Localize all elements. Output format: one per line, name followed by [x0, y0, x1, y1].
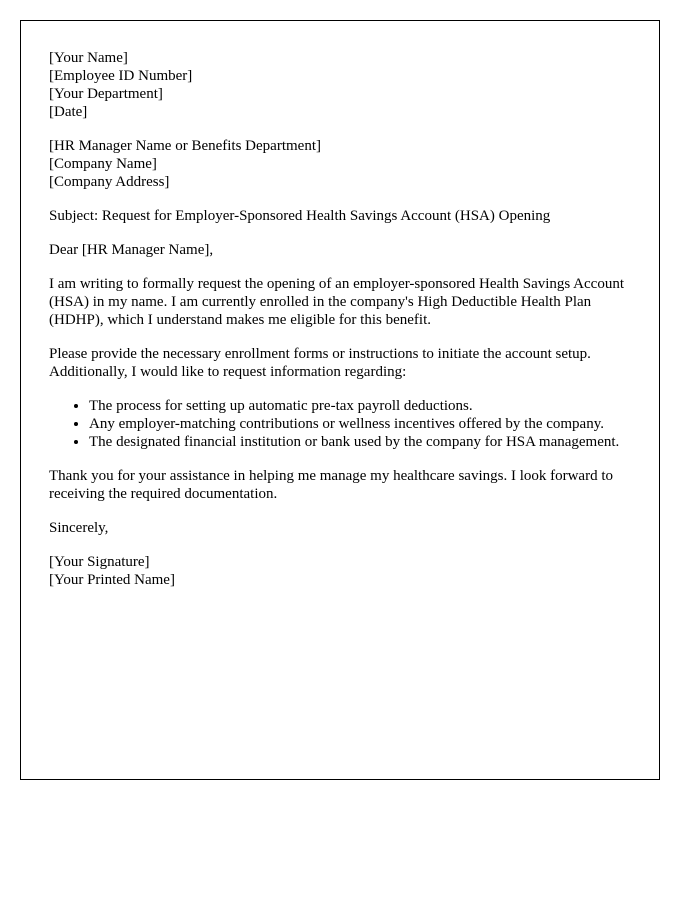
list-item: • Any employer-matching contributions or wellness incentives offered by the company. [89, 415, 631, 433]
list-item: • The designated financial institution or bank used by the company for HSA management. [89, 433, 631, 451]
list-item: • The process for setting up automatic pre-tax payroll deductions. [89, 397, 631, 415]
sender-block [49, 49, 631, 121]
letter-date: [Date] [49, 104, 88, 120]
body-paragraph-3: Thank you for your assistance in helping me manage my healthcare savings. I look forward to receiving the required documentation. [49, 468, 614, 502]
sender-department: [Your Department] [49, 86, 163, 102]
letter-document [20, 20, 660, 780]
recipient-address: [Company Address] [49, 174, 170, 190]
sender-name: [Your Name] [49, 50, 128, 66]
body-paragraph-2: Please provide the necessary enrollment forms or instructions to initiate the account setup. Additionally, I would like to request information regarding: [49, 346, 591, 380]
signature: [Your Signature] [49, 554, 150, 570]
closing: Sincerely, [49, 520, 109, 536]
salutation: Dear [HR Manager Name], [49, 242, 214, 258]
printed-name: [Your Printed Name] [49, 572, 175, 588]
request-list [49, 397, 631, 451]
signature-block [49, 553, 631, 589]
sender-employee-id: [Employee ID Number] [49, 68, 193, 84]
recipient-name: [HR Manager Name or Benefits Department] [49, 138, 321, 154]
body-paragraph-1: I am writing to formally request the opening of an employer-sponsored Health Savings Account (HSA) in my name. I am currently enrolled in the company's High Deductible Health Plan (HDHP), which I understand makes me eligible for this benefit. [49, 276, 624, 328]
recipient-block [49, 137, 631, 191]
subject-line: Subject: Request for Employer-Sponsored Health Savings Account (HSA) Opening [49, 208, 551, 224]
recipient-company: [Company Name] [49, 156, 157, 172]
